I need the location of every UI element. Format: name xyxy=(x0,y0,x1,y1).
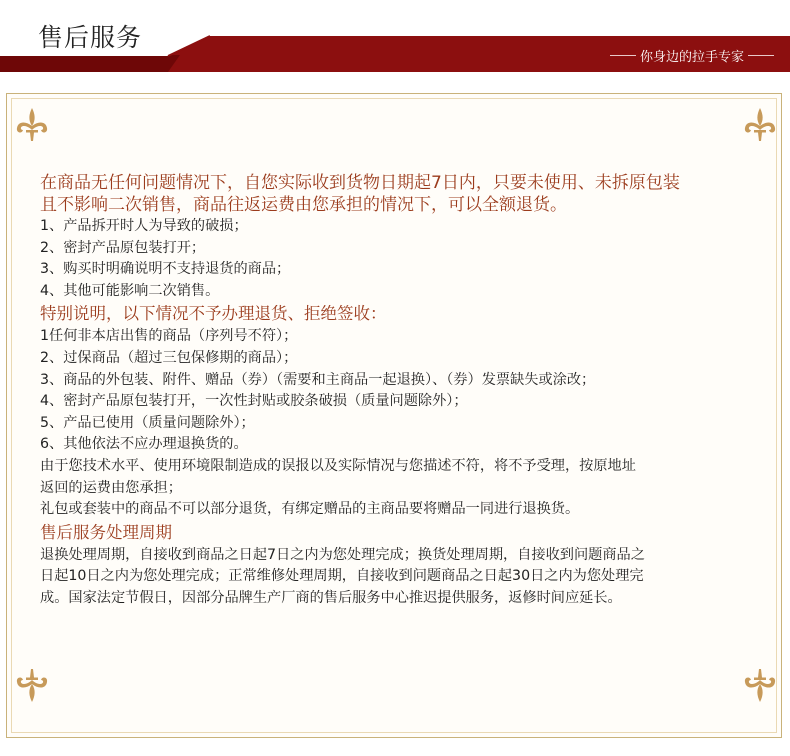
return-condition: 2、密封产品原包装打开； xyxy=(40,239,206,256)
cycle-line: 成。国家法定节假日，因部分品牌生产厂商的售后服务中心推迟提供服务，返修时间应延长。 xyxy=(40,589,622,606)
cycle-line: 日起10日之内为您处理完成；正常维修处理周期，自接收到问题商品之日起30日之内为您处理完 xyxy=(40,568,644,585)
return-condition: 4、其他可能影响二次销售。 xyxy=(40,282,220,299)
intro-line-1: 在商品无任何问题情况下，自您实际收到货物日期起7日内，只要未使用、未拆原包装 xyxy=(40,173,680,193)
slogan-dash-right xyxy=(748,55,774,56)
policy-content xyxy=(40,172,770,610)
note-line: 返回的运费由您承担； xyxy=(40,479,182,496)
intro-line-2: 且不影响二次销售，商品往返运费由您承担的情况下，可以全额退货。 xyxy=(40,195,567,215)
special-item: 2、过保商品（超过三包保修期的商品）； xyxy=(40,349,298,366)
slogan xyxy=(606,48,778,65)
special-item: 4、密封产品原包装打开，一次性封贴或胶条破损（质量问题除外）； xyxy=(40,393,468,410)
note-line: 礼包或套装中的商品不可以部分退货，有绑定赠品的主商品要将赠品一同进行退换货。 xyxy=(40,501,580,518)
special-item: 3、商品的外包装、附件、赠品（券）（需要和主商品一起退换）、（券）发票缺失或涂改； xyxy=(40,371,596,388)
special-item: 5、产品已使用（质量问题除外）； xyxy=(40,414,255,431)
fleur-de-lis-icon xyxy=(740,666,780,706)
slogan-text: 你身边的拉手专家 xyxy=(639,49,744,65)
slogan-dash-left xyxy=(610,55,636,56)
return-condition: 3、购买时明确说明不支持退货的商品； xyxy=(40,261,291,278)
page-title: 售后服务 xyxy=(38,23,143,52)
cycle-line: 退换处理周期，自接收到商品之日起7日之内为您处理完成；换货处理周期，自接收到问题商品之 xyxy=(40,546,645,563)
header xyxy=(0,0,790,72)
cycle-heading: 售后服务处理周期 xyxy=(40,522,172,542)
fleur-de-lis-icon xyxy=(12,104,52,144)
return-condition: 1、产品拆开时人为导致的破损； xyxy=(40,218,248,234)
fleur-de-lis-icon xyxy=(740,104,780,144)
fleur-de-lis-icon xyxy=(12,666,52,706)
note-line: 由于您技术水平、使用环境限制造成的误报以及实际情况与您描述不符，将不予受理，按原地址 xyxy=(40,457,636,474)
special-item: 6、其他依法不应办理退换货的。 xyxy=(40,436,248,453)
special-heading: 特别说明，以下情况不予办理退货、拒绝签收： xyxy=(40,304,387,324)
special-item: 1任何非本店出售的商品（序列号不符）； xyxy=(40,328,298,345)
